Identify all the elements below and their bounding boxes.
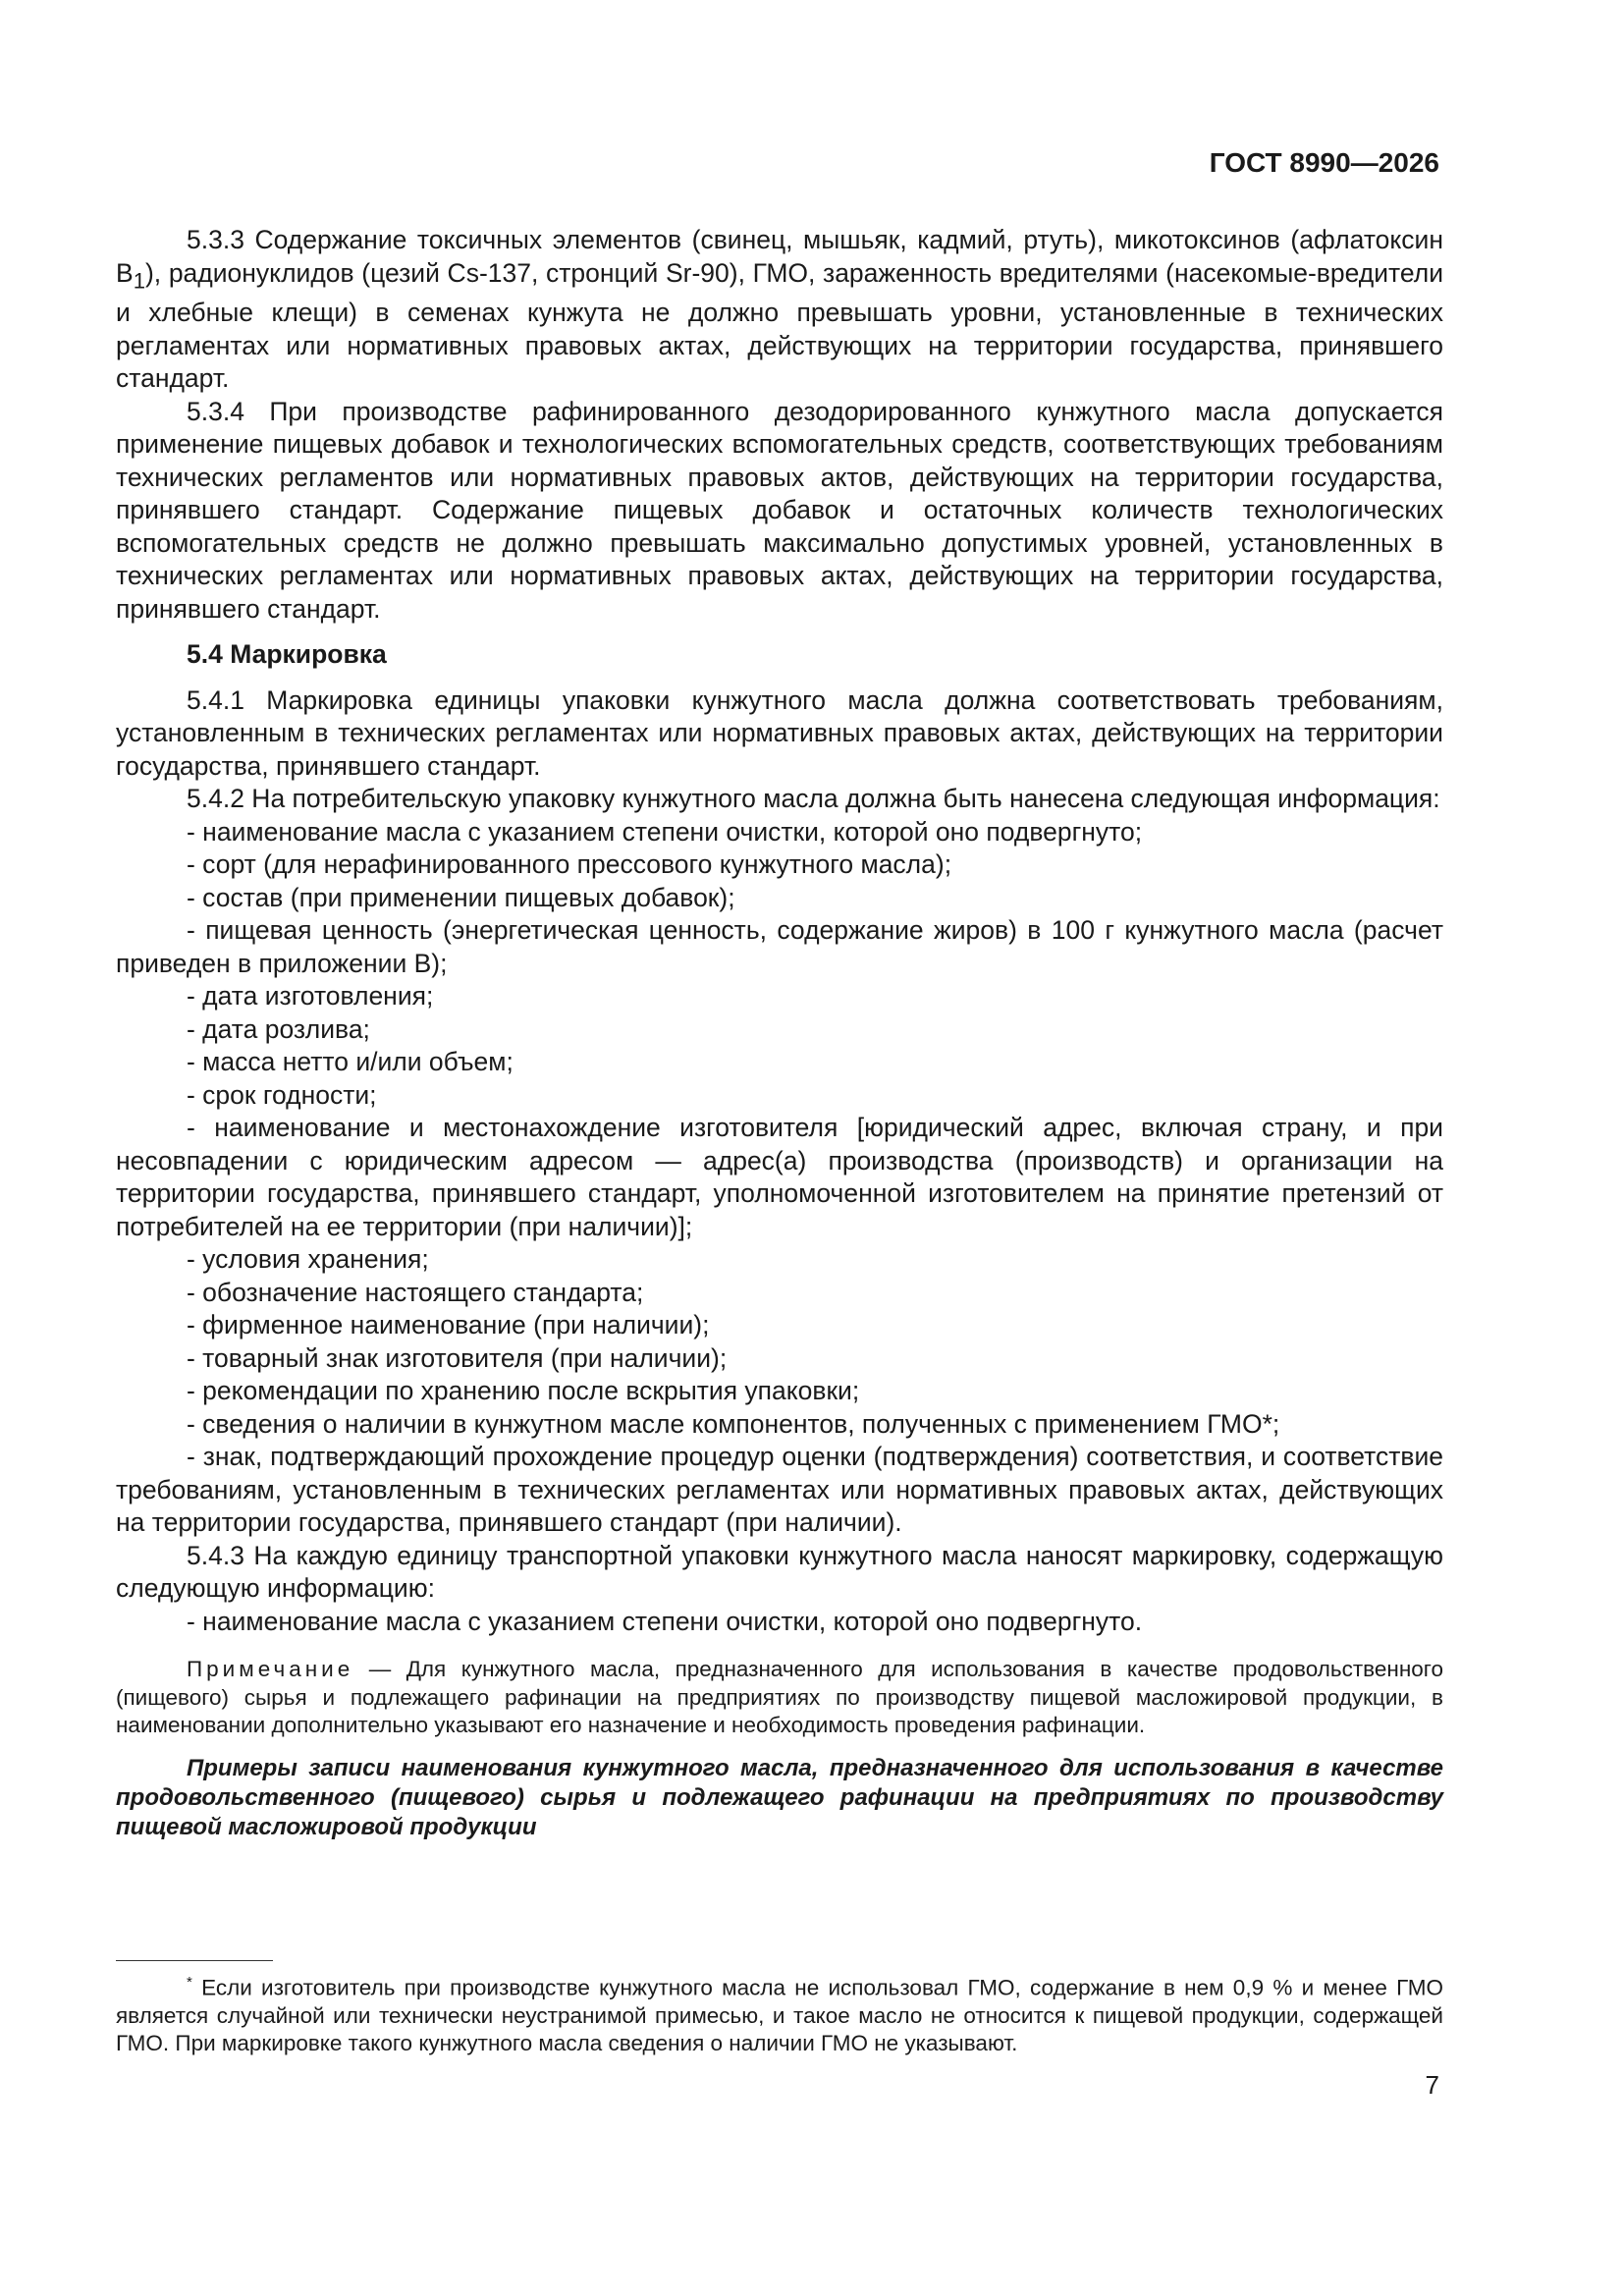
note-label: Примечание [187,1657,354,1682]
examples-heading: Примеры записи наименования кунжутного масла, предназначенного для использования в качестве продовольственного (пищевого) сырья и подлежащего рафинации на предприятиях по производству пищевой масложировой продукции [116,1754,1443,1840]
clause-5-4-1: 5.4.1 Маркировка единицы упаковки кунжутного масла должна соответствовать требованиям, установленным в технических регламентах или нормативных правовых актах, действующих на территории государства, принявшего стандарт. [116,684,1443,781]
list-item: - сорт (для нерафинированного прессового кунжутного масла); [187,849,952,880]
list-item: - пищевая ценность (энергетическая ценность, содержание жиров) в 100 г кунжутного масла (расчет приведен в приложении В); [116,915,1443,978]
list-item: - наименование масла с указанием степени очистки, которой оно подвергнуто; [187,816,1143,847]
footnote-divider [116,1960,273,1961]
subscript-1: 1 [133,267,145,293]
footnote-text: Если изготовитель при производстве кунжутного масла не использовал ГМО, содержание в нем 0,9 % и менее ГМО является случайной или технически неустранимой примесью, и такое масло не относится к пищевой продукции, содержащей ГМО. При маркировке такого кунжутного масла сведения о наличии ГМО не указывают. [116,1975,1443,2055]
list-item: - срок годности; [187,1079,377,1110]
document-body [116,224,1443,1842]
list-item: - знак, подтверждающий прохождение процедур оценки (подтверждения) соответствия, и соответствие требованиям, установленным в технических регламентах или нормативных правовых актах, действующих на территории государства, принявшего стандарт (при наличии). [116,1442,1443,1538]
list-item: - дата изготовления; [187,981,434,1011]
list-item: - обозначение настоящего стандарта; [187,1277,644,1307]
clause-5-3-3 [116,224,1443,396]
note-text: — Для кунжутного масла, предназначенного для использования в качестве продовольственного (пищевого) сырья и подлежащего рафинации на предприятиях по производству пищевой масложировой продукции, в наименовании дополнительно указывают его назначение и необходимость проведения рафинации. [116,1657,1443,1738]
list-item: - дата розлива; [187,1013,370,1044]
clause-5-4-3: 5.4.3 На каждую единицу транспортной упаковки кунжутного масла наносят маркировку, содержащую следующую информацию: [116,1540,1443,1604]
page-number: 7 [1425,2070,1439,2100]
footnote [116,1969,1443,2057]
note [116,1656,1443,1740]
document-code: ГОСТ 8990—2026 [1209,147,1439,178]
list-item: - сведения о наличии в кунжутном масле компонентов, полученных с применением ГМО*; [187,1408,1280,1439]
list-item: - наименование и местонахождение изготовителя [юридический адрес, включая страну, и при несовпадении с юридическим адресом — адрес(а) производства (производств) и организации на территории государства, принявшего стандарт, уполномоченной изготовителем на принятие претензий от потребителей на ее территории (при наличии)]; [116,1113,1443,1241]
list-item: - условия хранения; [187,1244,429,1275]
list-item: - состав (при применении пищевых добавок); [187,882,735,912]
clause-5-3-3-text-a: 5.3.3 Содержание токсичных элементов (свинец, мышьяк, кадмий, ртуть), микотоксинов (афлатоксин В [116,225,1443,288]
section-heading-5-4: 5.4 Маркировка [187,639,387,670]
list-item: - фирменное наименование (при наличии); [187,1310,710,1340]
clause-5-4-2: 5.4.2 На потребительскую упаковку кунжутного масла должна быть нанесена следующая информация: [187,784,1440,814]
clause-5-3-3-text-b: ), радионуклидов (цезий Cs-137, стронций Sr-90), ГМО, зараженность вредителями (насекомые-вредители и хлебные клещи) в семенах кунжута не должно превышать уровни, установленные в технических регламентах или нормативных правовых актах, действующих на территории государства, принявшего стандарт. [116,257,1443,394]
list-item: - товарный знак изготовителя (при наличии); [187,1342,728,1373]
list-item: - масса нетто и/или объем; [187,1047,514,1077]
footnote-mark: * [187,1974,192,1991]
list-item: - рекомендации по хранению после вскрытия упаковки; [187,1376,860,1406]
list-item: - наименование масла с указанием степени очистки, которой оно подвергнуто. [187,1606,1143,1636]
clause-5-3-4: 5.3.4 При производстве рафинированного дезодорированного кунжутного масла допускается применение пищевых добавок и технологических вспомогательных средств, соответствующих требованиям технических регламентов или нормативных правовых актов, действующих на территории государства, принявшего стандарт. Содержание пищевых добавок и остаточных количеств технологических вспомогательных средств не должно превышать максимально допустимых уровней, установленных в технических регламентах или нормативных правовых актах, действующих на территории государства, принявшего стандарт. [116,396,1443,624]
